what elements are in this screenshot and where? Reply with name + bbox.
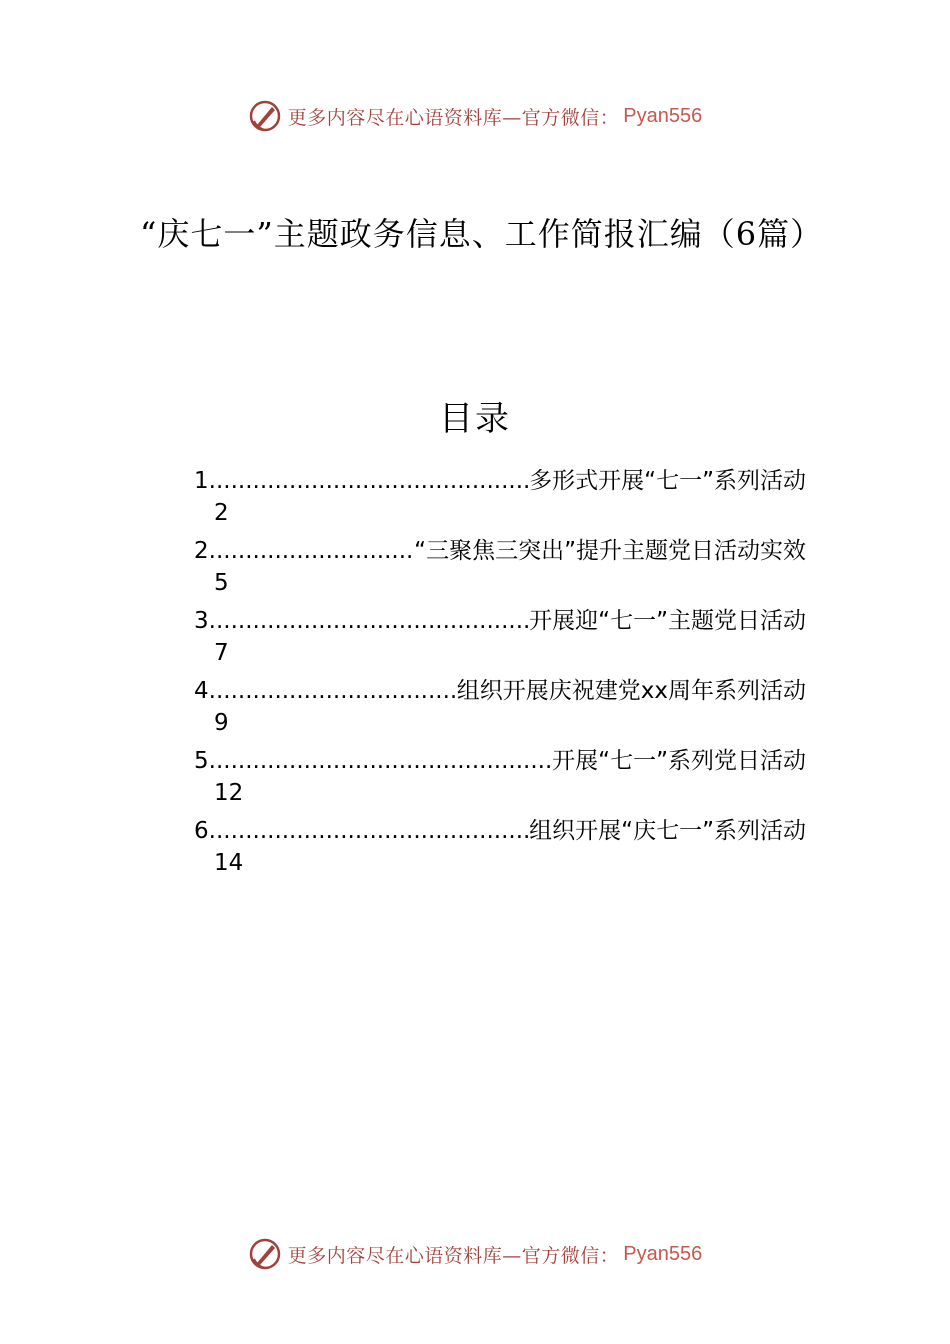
toc-entry-page: 2 [214, 500, 229, 526]
toc-entry-number: 5 [194, 748, 209, 774]
toc-entry-page: 9 [214, 710, 229, 736]
toc-leader-dots [209, 814, 530, 848]
toc-entry[interactable] [194, 534, 806, 604]
banner-text: 更多内容尽在心语资料库—官方微信： [287, 106, 620, 129]
toc-entry[interactable] [194, 674, 806, 744]
toc-entry-page: 14 [214, 850, 244, 876]
toc-entry[interactable] [194, 744, 806, 814]
header-banner [0, 96, 950, 136]
toc-entry-number: 1 [194, 468, 209, 494]
toc-entry[interactable] [194, 814, 806, 884]
toc-leader-dots [209, 604, 530, 638]
pen-logo-icon [248, 99, 282, 133]
toc-entry-title: 组织开展庆祝建党xx周年系列活动 [456, 678, 806, 704]
toc-entry[interactable] [194, 464, 806, 534]
table-of-contents [194, 464, 806, 884]
toc-entry-title: 组织开展“庆七一”系列活动 [529, 818, 806, 844]
toc-leader-dots [209, 534, 415, 568]
toc-leader-dots [209, 464, 530, 498]
document-title: “庆七一”主题政务信息、工作简报汇编（6篇） [140, 215, 824, 253]
toc-heading: 目录 [439, 399, 511, 439]
toc-entry-number: 6 [194, 818, 209, 844]
toc-entry-number: 4 [194, 678, 209, 704]
toc-leader-dots [209, 744, 553, 778]
toc-entry[interactable] [194, 604, 806, 674]
toc-entry-page: 5 [214, 570, 229, 596]
toc-leader-dots [209, 674, 457, 708]
toc-entry-number: 3 [194, 608, 209, 634]
banner-wechat-id: Pyan556 [623, 1242, 703, 1265]
toc-entry-title: 开展迎“七一”主题党日活动 [529, 608, 806, 634]
banner-text: 更多内容尽在心语资料库—官方微信： [287, 1244, 620, 1267]
pen-logo-icon [248, 1237, 282, 1271]
toc-entry-page: 12 [214, 780, 244, 806]
toc-entry-page: 7 [214, 640, 229, 666]
footer-banner [0, 1234, 950, 1274]
banner-wechat-id: Pyan556 [623, 104, 703, 127]
toc-entry-title: 开展“七一”系列党日活动 [552, 748, 806, 774]
toc-entry-title: 多形式开展“七一”系列活动 [529, 468, 806, 494]
toc-entry-number: 2 [194, 538, 209, 564]
toc-entry-title: “三聚焦三突出”提升主题党日活动实效 [414, 538, 806, 564]
